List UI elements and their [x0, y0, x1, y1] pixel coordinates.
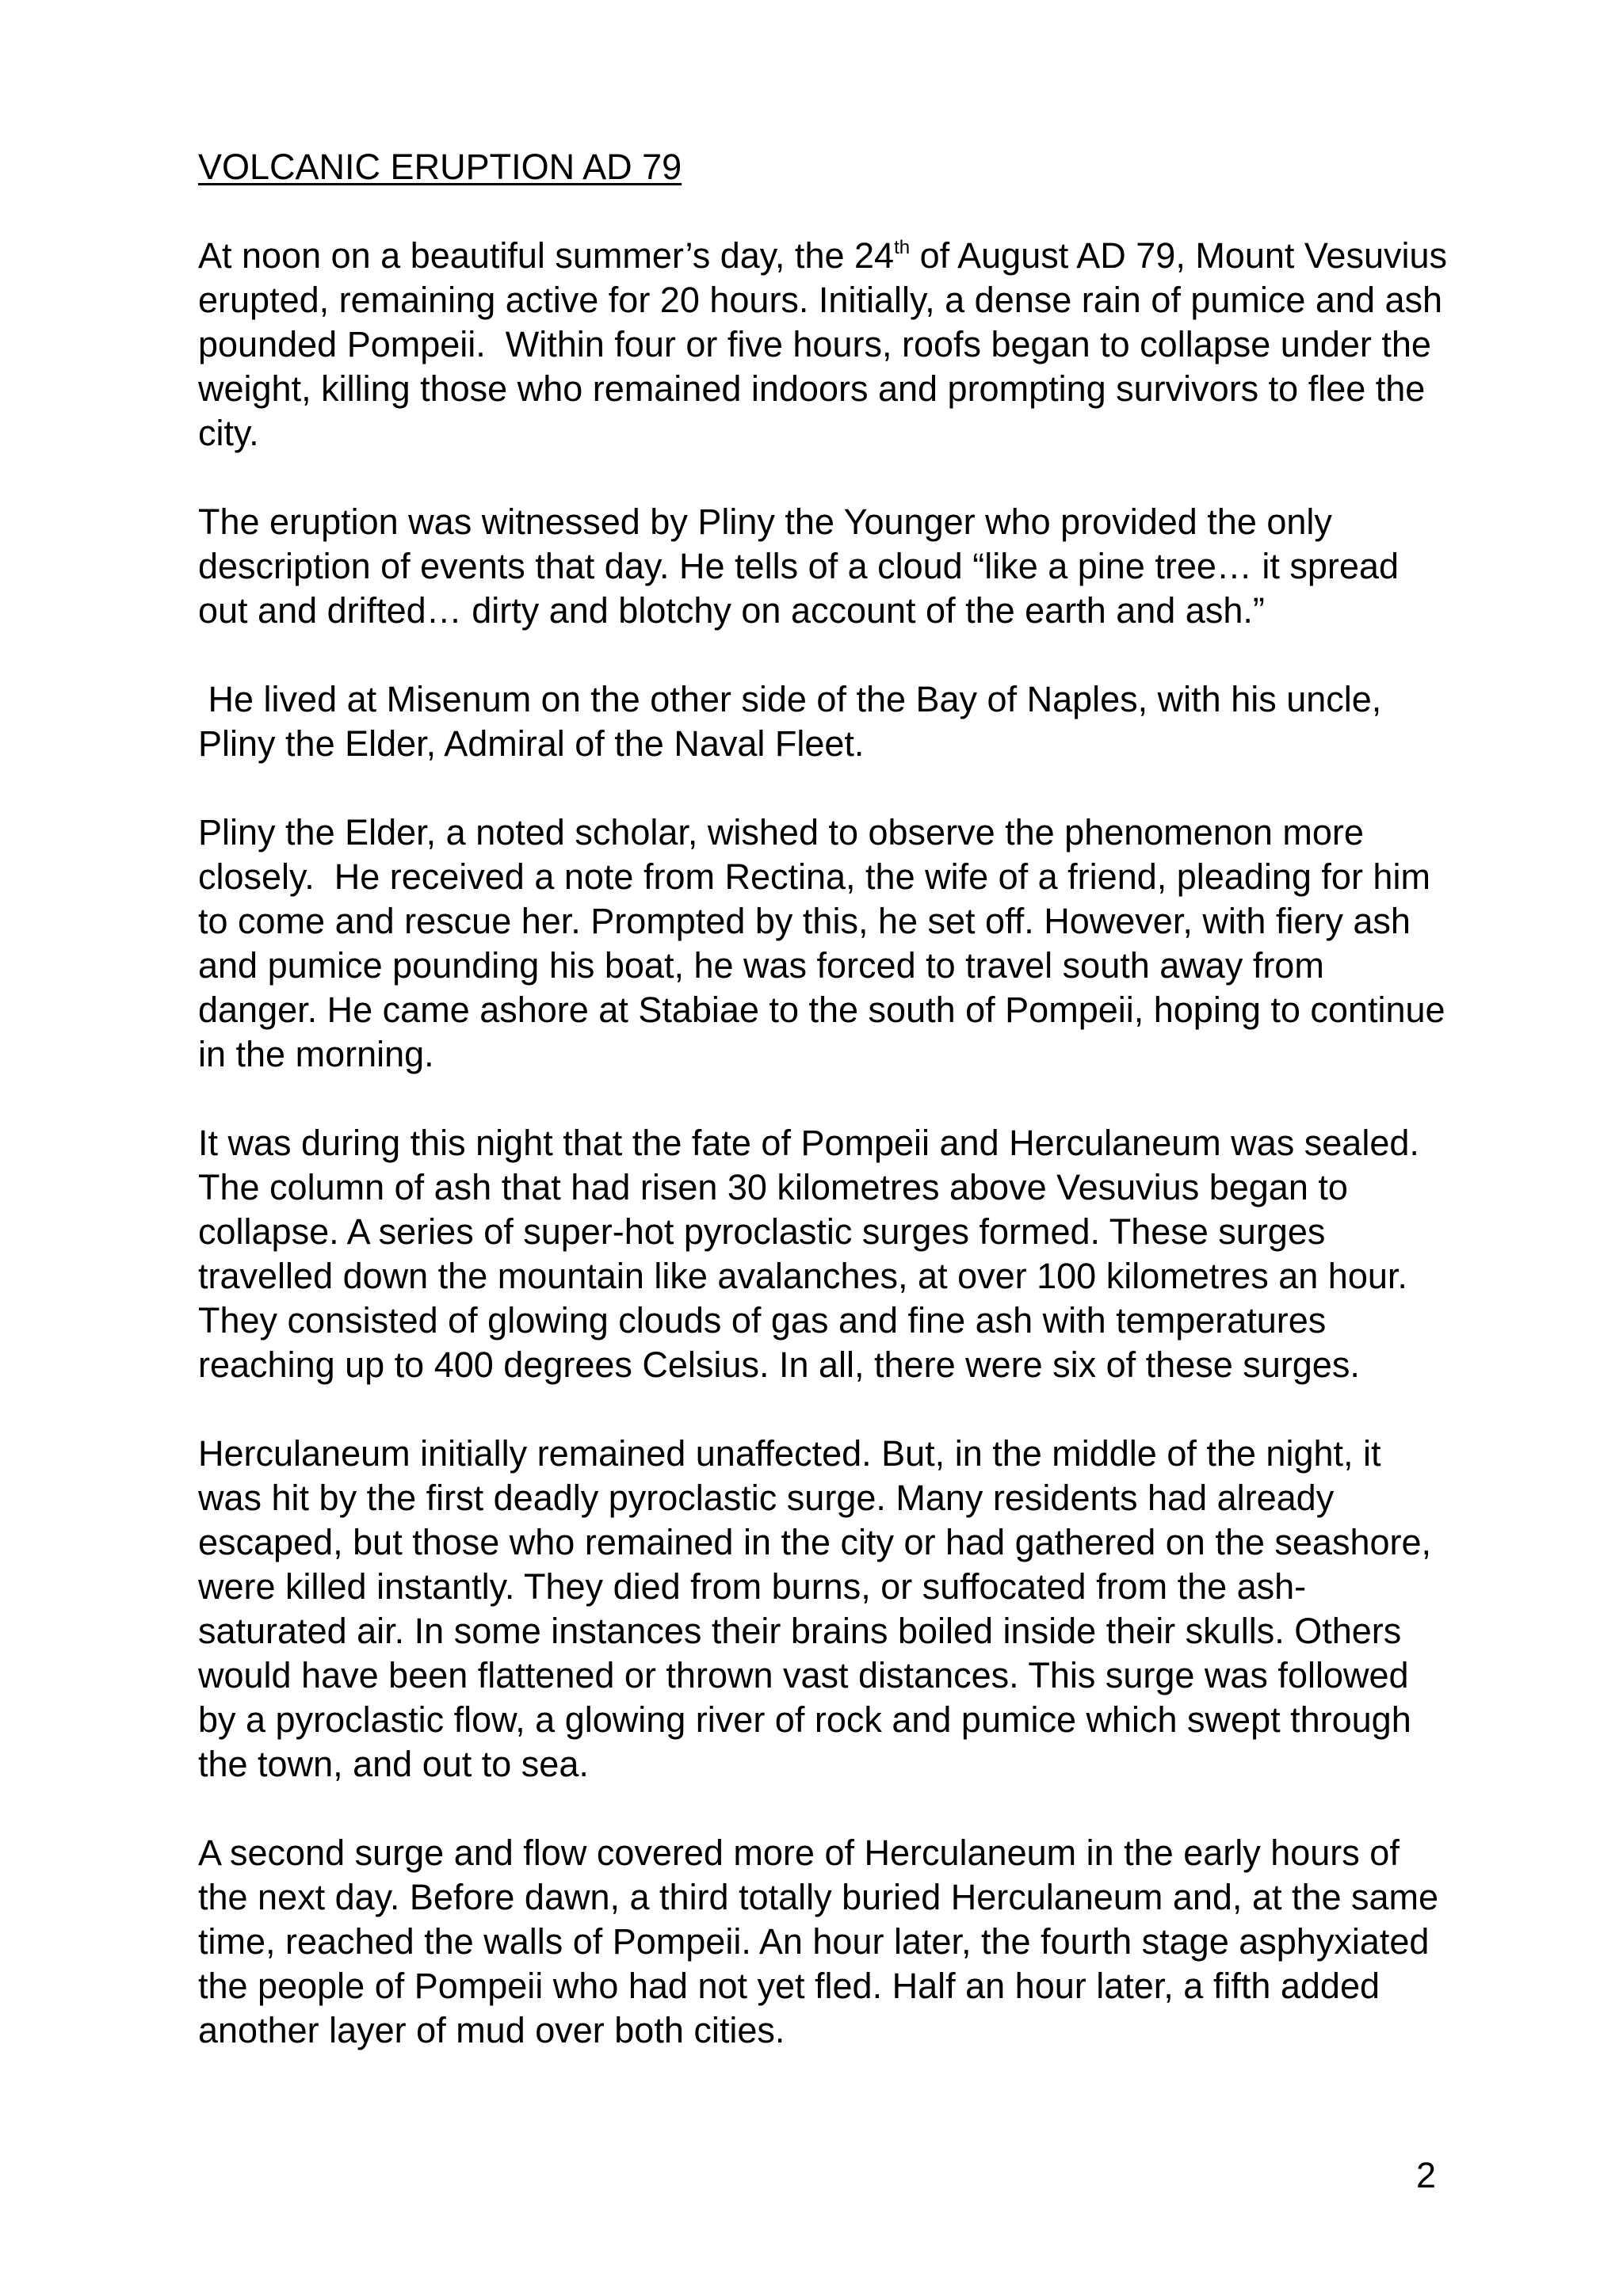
paragraph-1-text-after: of August AD 79, Mount Vesuvius erupted, remaining active for 20 hours. Initially, a dense rain of pumice and ash pounded Pompeii. Within four or five hours, roofs began to collapse under the weight, killing those who remained indoors and prompting survivors to flee the city. — [198, 235, 1457, 453]
paragraph-1 — [198, 234, 1457, 456]
paragraph-7: A second surge and flow covered more of Herculaneum in the early hours of the next day. Before dawn, a third totally buried Herculaneum and, at the same time, reached the walls of Pompeii. An hour later, the fourth stage asphyxiated the people of Pompeii who had not yet fled. Half an hour later, a fifth added another layer of mud over both cities. — [198, 1833, 1449, 2050]
paragraph-3: He lived at Misenum on the other side of the Bay of Naples, with his uncle, Pliny the Elder, Admiral of the Naval Fleet. — [198, 679, 1392, 764]
page-number: 2 — [1415, 2155, 1436, 2195]
ordinal-superscript: th — [894, 237, 911, 258]
paragraph-1-text-before: At noon on a beautiful summer’s day, the 24 — [198, 235, 895, 276]
paragraph-6: Herculaneum initially remained unaffected. But, in the middle of the night, it was hit by the first deadly pyroclastic surge. Many residents had already escaped, but those who remained in the city or had gathered on the seashore, were killed instantly. They died from burns, or suffocated from the ash-saturated air. In some instances their brains boiled inside their skulls. Others would have been flattened or thrown vast distances. This surge was followed by a pyroclastic flow, a glowing river of rock and pumice which swept through the town, and out to sea. — [198, 1433, 1442, 1784]
page-title: VOLCANIC ERUPTION AD 79 — [198, 147, 682, 187]
document-page — [198, 145, 1457, 2097]
paragraph-4: Pliny the Elder, a noted scholar, wished to observe the phenomenon more closely. He received a note from Rectina, the wife of a friend, pleading for him to come and rescue her. Prompted by this, he set off. However, with fiery ash and pumice pounding his boat, he was forced to travel south away from danger. He came ashore at Stabiae to the south of Pompeii, hoping to continue in the morning. — [198, 812, 1456, 1074]
paragraph-5: It was during this night that the fate of Pompeii and Herculaneum was sealed. The column of ash that had risen 30 kilometres above Vesuvius began to collapse. A series of super-hot pyroclastic surges formed. These surges travelled down the mountain like avalanches, at over 100 kilometres an hour. They consisted of glowing clouds of gas and fine ash with temperatures reaching up to 400 degrees Celsius. In all, there were six of these surges. — [198, 1123, 1429, 1385]
paragraph-2: The eruption was witnessed by Pliny the Younger who provided the only description of events that day. He tells of a cloud “like a pine tree… it spread out and drifted… dirty and blotchy on account of the earth and ash.” — [198, 502, 1409, 631]
